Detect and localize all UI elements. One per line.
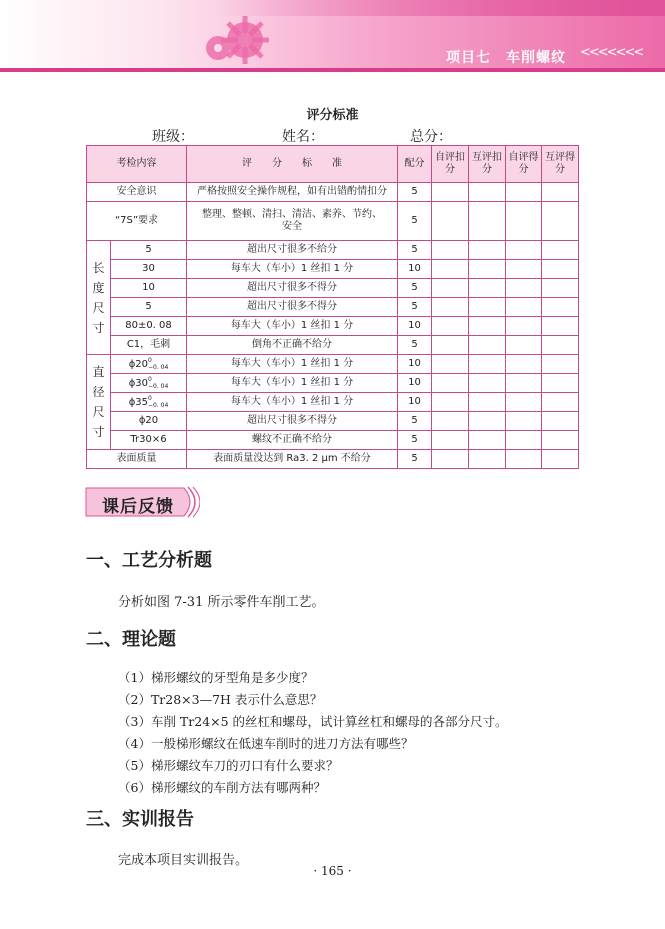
score-cell	[432, 336, 469, 355]
score-cell	[469, 393, 506, 412]
diameter-criteria: 超出尺寸很多不得分	[187, 412, 398, 431]
table-cell: 安全意识	[87, 183, 187, 202]
table-row	[87, 374, 579, 393]
diameter-item: ϕ20 0 −0. 04	[111, 355, 187, 374]
gear-icon	[190, 8, 280, 66]
length-points: 5	[398, 279, 432, 298]
diameter-points: 10	[398, 374, 432, 393]
score-cell	[432, 298, 469, 317]
score-cell	[506, 393, 542, 412]
score-cell	[506, 279, 542, 298]
score-cell	[432, 393, 469, 412]
score-cell	[469, 374, 506, 393]
table-cell: 表面质量	[87, 450, 187, 469]
table-row	[87, 355, 579, 374]
table-cell: 5	[398, 202, 432, 241]
table-row	[87, 393, 579, 412]
table-cell: “7S”要求	[87, 202, 187, 241]
table-cell	[469, 202, 506, 241]
score-cell	[432, 374, 469, 393]
page-header	[0, 0, 665, 72]
score-cell	[432, 279, 469, 298]
table-cell	[506, 202, 542, 241]
length-item: 10	[111, 279, 187, 298]
chapter-title: 项目七 车削螺纹	[446, 50, 566, 66]
length-criteria: 每车大（车小）1 丝扣 1 分	[187, 260, 398, 279]
score-cell	[469, 279, 506, 298]
diameter-points: 5	[398, 431, 432, 450]
length-item: 30	[111, 260, 187, 279]
col-peer-score: 互评得分	[542, 146, 579, 183]
score-cell	[506, 355, 542, 374]
length-group-label: 长 度 尺 寸	[87, 241, 111, 355]
score-cell	[506, 374, 542, 393]
length-points: 5	[398, 298, 432, 317]
page-number: · 165 ·	[313, 864, 352, 878]
table-row	[87, 260, 579, 279]
table-cell	[469, 183, 506, 202]
table-row	[87, 202, 579, 241]
table-header-row	[87, 146, 579, 183]
chevron-decoration: <<<<<<<	[580, 45, 643, 60]
score-cell	[469, 241, 506, 260]
score-cell	[506, 412, 542, 431]
table-cell: 5	[398, 450, 432, 469]
score-cell	[506, 317, 542, 336]
length-item: 5	[111, 241, 187, 260]
list-item: （6）梯形螺纹的车削方法有哪两种？	[118, 780, 326, 795]
score-cell	[469, 260, 506, 279]
score-cell	[469, 336, 506, 355]
table-cell	[432, 202, 469, 241]
score-cell	[469, 431, 506, 450]
section-2-title: 二、理论题	[86, 629, 176, 650]
diameter-item: ϕ20	[111, 412, 187, 431]
table-cell: 表面质量没达到 Ra3. 2 μm 不给分	[187, 450, 398, 469]
table-cell	[432, 450, 469, 469]
list-item: （2）Tr28×3—7H 表示什么意思？	[118, 692, 323, 707]
header-top-bar	[215, 0, 665, 16]
score-cell	[506, 260, 542, 279]
score-cell	[469, 298, 506, 317]
table-cell	[432, 183, 469, 202]
length-points: 5	[398, 241, 432, 260]
score-cell	[542, 298, 579, 317]
diameter-points: 10	[398, 355, 432, 374]
score-cell	[432, 431, 469, 450]
section-3-text: 完成本项目实训报告。	[118, 853, 249, 868]
length-points: 10	[398, 260, 432, 279]
length-item: 80±0. 08	[111, 317, 187, 336]
diameter-item: ϕ30 0 −0. 04	[111, 374, 187, 393]
table-cell: 5	[398, 183, 432, 202]
length-points: 5	[398, 336, 432, 355]
name-field: 姓名：	[282, 126, 378, 146]
length-item: C1，毛刺	[111, 336, 187, 355]
length-criteria: 倒角不正确不给分	[187, 336, 398, 355]
list-item: （4）一般梯形螺纹在低速车削时的进刀方法有哪些？	[118, 736, 414, 751]
diameter-criteria: 每车大（车小）1 丝扣 1 分	[187, 355, 398, 374]
col-self-score: 自评得分	[506, 146, 542, 183]
length-item: 5	[111, 298, 187, 317]
score-cell	[469, 412, 506, 431]
diameter-criteria: 每车大（车小）1 丝扣 1 分	[187, 393, 398, 412]
table-title: 评分标准	[306, 108, 359, 123]
score-cell	[432, 412, 469, 431]
table-cell: 整理、整顿、清扫、清洁、素养、节约、安全	[187, 202, 398, 241]
table-cell	[542, 202, 579, 241]
col-item: 考检内容	[87, 146, 187, 183]
score-cell	[469, 355, 506, 374]
table-row	[87, 450, 579, 469]
diameter-criteria: 每车大（车小）1 丝扣 1 分	[187, 374, 398, 393]
score-cell	[542, 393, 579, 412]
score-cell	[506, 298, 542, 317]
diameter-item: Tr30×6	[111, 431, 187, 450]
table-row	[87, 431, 579, 450]
score-cell	[506, 336, 542, 355]
table-row	[87, 336, 579, 355]
diameter-points: 5	[398, 412, 432, 431]
score-cell	[432, 317, 469, 336]
length-criteria: 超出尺寸很多不给分	[187, 241, 398, 260]
diameter-group-label: 直 径 尺 寸	[87, 355, 111, 450]
score-cell	[542, 317, 579, 336]
class-field: 班级：	[152, 126, 248, 146]
feedback-badge	[84, 485, 200, 519]
diameter-criteria: 螺纹不正确不给分	[187, 431, 398, 450]
question-list	[118, 667, 508, 799]
diameter-item: ϕ35 0 −0. 04	[111, 393, 187, 412]
table-row	[87, 241, 579, 260]
scoring-table	[86, 145, 579, 469]
list-item: （1）梯形螺纹的牙型角是多少度？	[118, 670, 314, 685]
score-cell	[432, 241, 469, 260]
score-cell	[542, 260, 579, 279]
feedback-badge-text: 课后反馈	[102, 497, 174, 517]
score-cell	[542, 431, 579, 450]
col-criteria: 评 分 标 准	[187, 146, 398, 183]
score-cell	[542, 412, 579, 431]
table-row	[87, 298, 579, 317]
length-criteria: 超出尺寸很多不得分	[187, 279, 398, 298]
section-3-title: 三、实训报告	[86, 809, 194, 830]
table-cell	[542, 450, 579, 469]
length-criteria: 超出尺寸很多不得分	[187, 298, 398, 317]
table-row	[87, 183, 579, 202]
score-cell	[469, 317, 506, 336]
header-divider	[0, 68, 665, 72]
col-points: 配分	[398, 146, 432, 183]
score-cell	[542, 374, 579, 393]
score-cell	[432, 260, 469, 279]
score-cell	[506, 431, 542, 450]
list-item: （3）车削 Tr24×5 的丝杠和螺母，试计算丝杠和螺母的各部分尺寸。	[118, 714, 508, 729]
score-cell	[432, 355, 469, 374]
table-cell	[542, 183, 579, 202]
score-cell	[542, 336, 579, 355]
length-criteria: 每车大（车小）1 丝扣 1 分	[187, 317, 398, 336]
table-row	[87, 317, 579, 336]
table-cell	[506, 183, 542, 202]
col-peer-deduct: 互评扣分	[469, 146, 506, 183]
table-row	[87, 412, 579, 431]
table-cell: 严格按照安全操作规程，如有出错酌情扣分	[187, 183, 398, 202]
section-1-text: 分析如图 7-31 所示零件车削工艺。	[118, 595, 325, 610]
score-cell	[506, 241, 542, 260]
total-score-field: 总分：	[410, 126, 506, 146]
table-cell	[469, 450, 506, 469]
score-cell	[542, 241, 579, 260]
list-item: （5）梯形螺纹车刀的刃口有什么要求？	[118, 758, 339, 773]
table-cell	[506, 450, 542, 469]
length-points: 10	[398, 317, 432, 336]
table-row	[87, 279, 579, 298]
section-1-title: 一、工艺分析题	[86, 550, 212, 571]
col-self-deduct: 自评扣分	[432, 146, 469, 183]
score-cell	[542, 279, 579, 298]
score-cell	[542, 355, 579, 374]
diameter-points: 10	[398, 393, 432, 412]
